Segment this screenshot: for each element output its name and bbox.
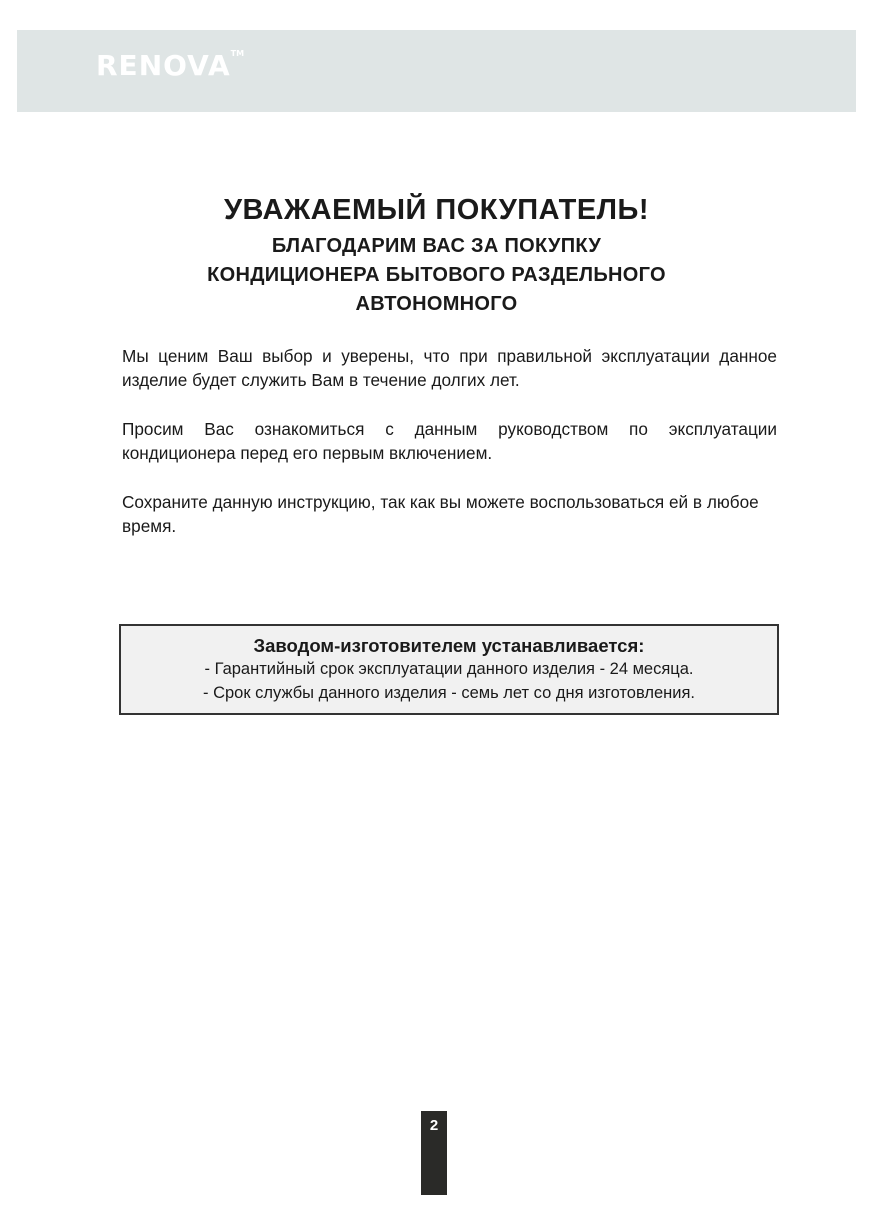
page-number: 2 [421,1111,447,1195]
subtitle-line: КОНДИЦИОНЕРА БЫТОВОГО РАЗДЕЛЬНОГО [207,264,666,286]
logo-text: RENOVA [96,49,231,82]
subtitle-line: БЛАГОДАРИМ ВАС ЗА ПОКУПКУ [271,235,602,257]
notice-title: Заводом-изготовителем устанавливается: [253,635,645,656]
trademark: TM [230,49,245,58]
page-subtitle [0,232,873,319]
subtitle-line: АВТОНОМНОГО [355,293,518,315]
notice-line-warranty: - Гарантийный срок эксплуатации данного изделия - 24 месяца. [204,660,694,678]
paragraph-2: Просим Вас ознакомиться с данным руководством по эксплуатации кондиционера перед его первым включением. [122,419,777,463]
paragraph-1: Мы ценим Ваш выбор и уверены, что при правильной эксплуатации данное изделие будет служить Вам в течение долгих лет. [122,346,777,390]
renova-logo [96,49,244,82]
notice-line-service-life: - Срок службы данного изделия - семь лет со дня изготовления. [203,684,695,702]
paragraph-3: Сохраните данную инструкцию, так как вы можете воспользоваться ей в любое время. [122,492,759,536]
warranty-notice-box [119,624,779,715]
page-title: УВАЖАЕМЫЙ ПОКУПАТЕЛЬ! [223,194,650,226]
